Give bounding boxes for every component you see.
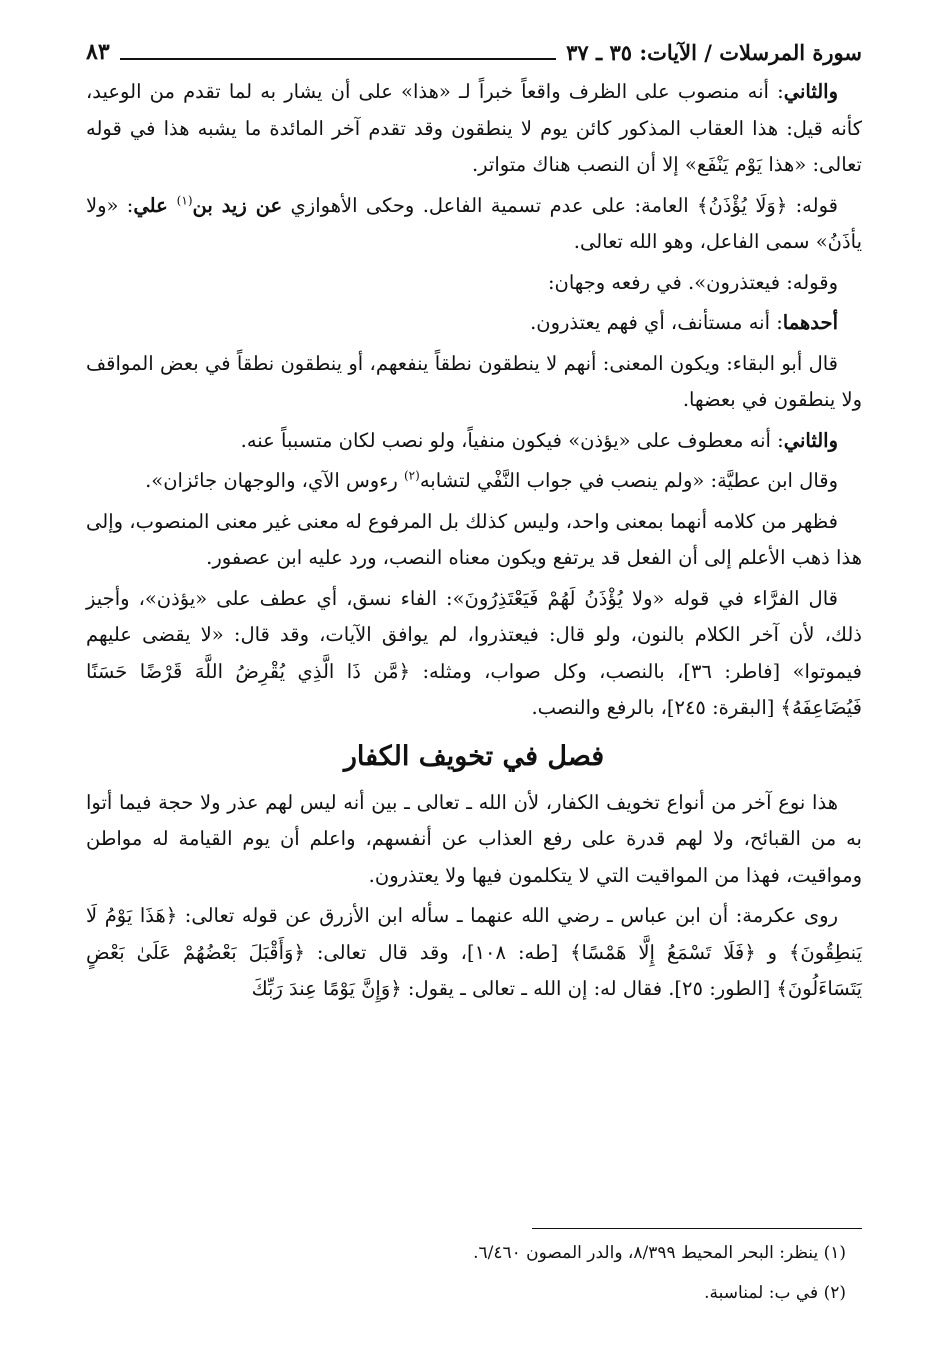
paragraph-text: فظهر من كلامه أنهما بمعنى واحد، وليس كذلك بل المرفوع له معنى غير معنى المنصوب، وإلى هذا ذهب الأعلم إلى أن الفعل قد يرتفع ويكون معناه النصب، ورد عليه ابن عصفور. — [86, 509, 862, 569]
running-title: سورة المرسلات / الآيات: ٣٥ ـ ٣٧ — [566, 39, 862, 65]
paragraph-text: رءوس الآي، والوجهان جائزان». — [145, 469, 404, 492]
paragraph-text: : أنه منصوب على الظرف واقعاً خبراً لـ «هذا» على أن يشار به لما تقدم من الوعيد، كأنه قيل: هذا العقاب المذكور كائن يوم لا ينطقون وقد تقدم آخر المائدة ما يشبه هذا في قوله تعالى: «هذا يَوْم يَنْفَع» إلا أن النصب هناك متواتر. — [86, 80, 862, 176]
paragraph-text: قال أبو البقاء: ويكون المعنى: أنهم لا ينطقون نطقاً ينفعهم، أو ينطقون نطقاً في بعض المواقف ولا ينطقون في بعضها. — [86, 351, 862, 411]
footnote-marker[interactable]: (١) — [176, 193, 193, 207]
paragraph-text: روى عكرمة: أن ابن عباس ـ رضي الله عنهما ـ سأله ابن الأزرق عن قوله تعالى: ﴿هَذَا يَوْمُ لَا يَنطِقُونَ﴾ و ﴿فَلَا تَسْمَعُ إِلَّا هَمْسًا﴾ [طه: ١٠٨]، وقد قال تعالى: ﴿وَأَقْبَلَ بَعْضُهُمْ عَلَىٰ بَعْضٍ يَتَسَاءَلُونَ﴾ [الطور: ٢٥]. فقال له: إن الله ـ تعالى ـ يقول: ﴿وَإِنَّ يَوْمًا عِندَ رَبِّكَ — [86, 904, 862, 1000]
paragraph-lead: أحدهما — [782, 311, 838, 334]
paragraph-lead: والثاني — [783, 80, 838, 103]
page-header — [86, 30, 862, 74]
paragraph-text: قال الفرَّاء في قوله «ولا يُؤْذَنُ لَهُمْ فَيَعْتَذِرُونَ»: الفاء نسق، أي عطف على «يؤذن»، وأجيز ذلك، لأن آخر الكلام بالنون، ولو قال: فيعتذروا، لم يوافق الآيات، وقد قال: «لا يقضى عليهم فيموتوا» [فاطر: ٣٦]، بالنصب، وكل صواب، ومثله: ﴿مَّن ذَا الَّذِي يُقْرِضُ اللَّهَ قَرْضًا حَسَنًا فَيُضَاعِفَهُ﴾ [البقرة: ٢٤٥]، بالرفع والنصب. — [86, 586, 862, 719]
paragraph — [86, 898, 862, 1008]
footnote-marker[interactable]: (٢) — [403, 468, 420, 483]
paragraph-text: : أنه مستأنف، أي فهم يعتذرون. — [530, 311, 783, 334]
paragraph — [86, 305, 862, 342]
paragraph-lead: والثاني — [783, 428, 838, 452]
paragraph-text: هذا نوع آخر من أنواع تخويف الكفار، لأن الله ـ تعالى ـ بين أنه ليس لهم عذر ولا حجة فيما أتوا به من القبائح، ولا لهم قدرة على رفع العذاب عن أنفسهم، واعلم أن يوم القيامة له مواطن ومواقيت، فهذا من المواقيت التي لا يتكلمون فيها ولا يعتذرون. — [86, 790, 862, 887]
paragraph — [86, 463, 862, 500]
paragraph-text: : «ولا يأذَنُ» سمى الفاعل، وهو الله تعالى. — [86, 193, 862, 253]
paragraph — [86, 265, 862, 302]
paragraph-text: قوله: ﴿وَلَا يُؤْذَنُ﴾ العامة: على عدم تسمية الفاعل. وحكى الأهوازي — [282, 193, 838, 217]
paragraph — [86, 504, 862, 577]
paragraph — [86, 346, 862, 419]
page-number: ٨٣ — [86, 39, 110, 65]
paragraph-text: : أنه معطوف على «يؤذن» فيكون منفياً، ولو نصب لكان متسبباً عنه. — [240, 428, 784, 452]
footnote: (١) ينظر: البحر المحيط ٨/٣٩٩، والدر المصون ٦/٤٦٠. — [473, 1243, 846, 1263]
paragraph-bold-name: علي — [133, 193, 177, 217]
paragraph-text: وقال ابن عطيَّة: «ولم ينصب في جواب النَّفْي لتشابه — [419, 469, 838, 492]
header-rule — [120, 58, 557, 60]
paragraph — [86, 74, 862, 184]
paragraph — [86, 423, 862, 460]
paragraph — [86, 188, 862, 261]
paragraph — [86, 785, 862, 895]
section-heading: فصل في تخويف الكفار — [343, 740, 605, 772]
footnote: (٢) في ب: لمناسبة. — [704, 1283, 846, 1303]
page-body — [86, 30, 862, 1012]
footnote-separator — [532, 1228, 862, 1229]
paragraph-bold-name: عن زيد بن — [192, 193, 283, 217]
paragraph-text: وقوله: فيعتذرون». في رفعه وجهان: — [547, 270, 838, 294]
paragraph — [86, 581, 862, 727]
